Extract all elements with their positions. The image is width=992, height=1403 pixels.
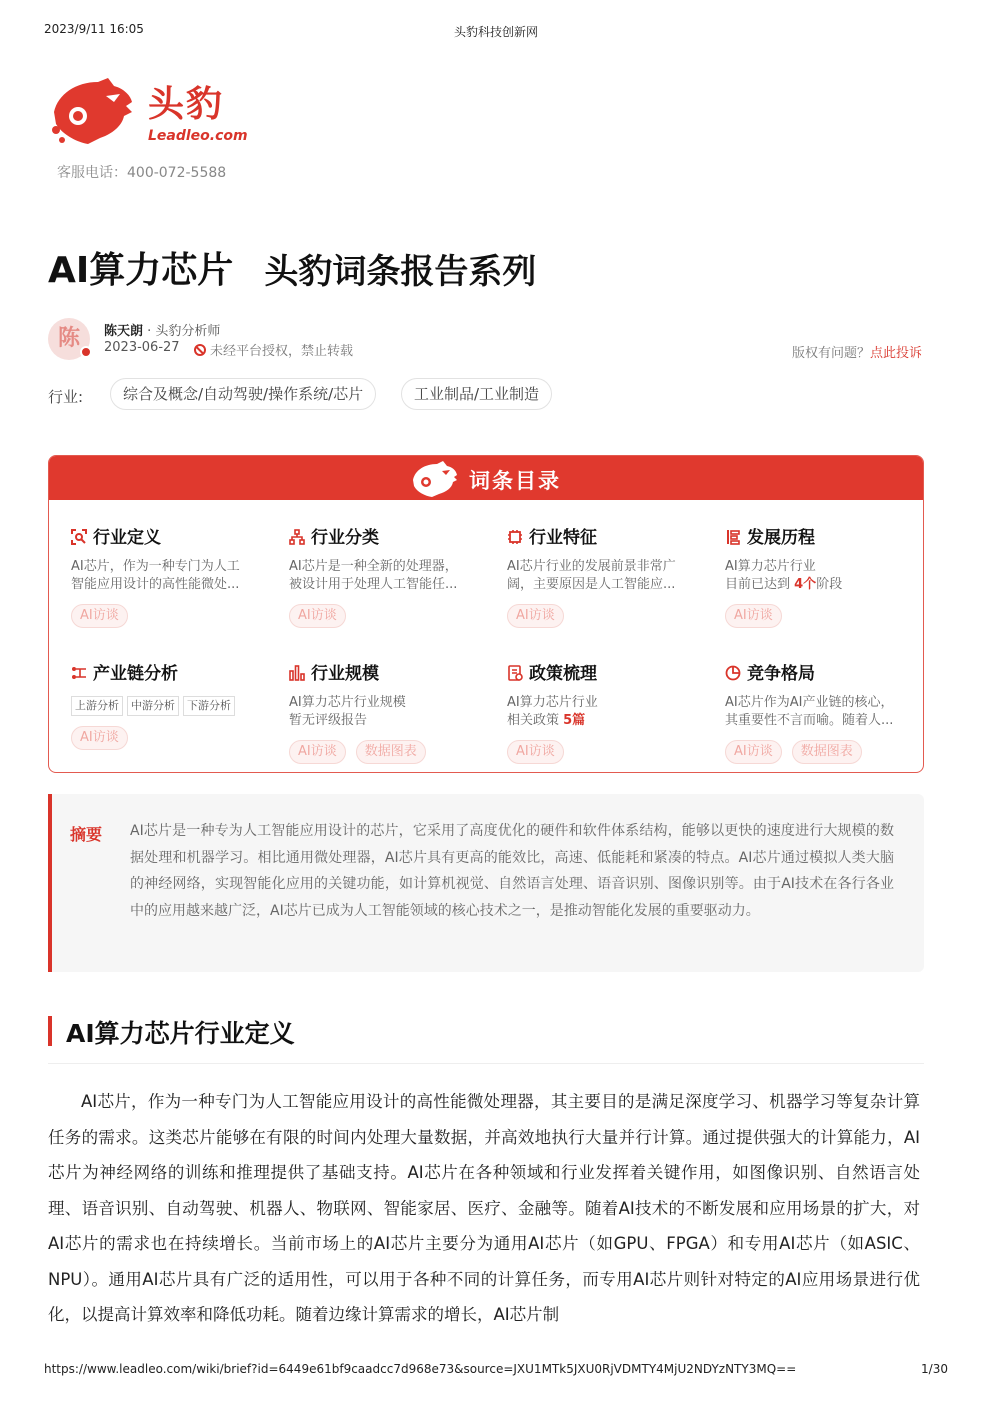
hierarchy-icon: [289, 529, 305, 545]
prohibited-icon: [194, 344, 206, 356]
brand-logo[interactable]: [48, 70, 268, 160]
policy-doc-icon: [507, 665, 523, 681]
summary-box: [48, 794, 924, 972]
industry-tag[interactable]: 综合及概念/自动驾驶/操作系统/芯片: [110, 378, 376, 410]
toc-header: [49, 456, 923, 500]
print-site-title: 头豹科技创新网: [453, 25, 538, 39]
search-doc-icon: [71, 529, 87, 545]
print-footer: [44, 1362, 948, 1382]
ai-interview-tag[interactable]: AI访谈: [507, 604, 564, 628]
industry-tag[interactable]: 工业制品/工业制造: [401, 378, 552, 410]
pie-chart-icon: [725, 665, 741, 681]
print-datetime: 2023/9/11 16:05: [44, 22, 144, 36]
midstream-tab[interactable]: 中游分析: [127, 696, 179, 716]
toc-item-features[interactable]: 行业特征 AI芯片行业的发展前景非常广 阔，主要原因是人工智能应... AI访谈: [507, 526, 703, 628]
ai-interview-tag[interactable]: AI访谈: [725, 740, 782, 764]
toc-item-history[interactable]: 发展历程 AI算力芯片行业 目前已达到 4个阶段 AI访谈: [725, 526, 921, 628]
section-heading: [48, 1012, 924, 1064]
summary-text: AI芯片是一种专为人工智能应用设计的芯片，它采用了高度优化的硬件和软件体系结构，能够以更快的速度进行大规模的数据处理和机器学习。相比通用微处理器，AI芯片具有更高的能效比，高速、低能耗和紧凑的特点。AI芯片通过模拟人类大脑的神经网络，实现智能化应用的关键功能，如计算机视觉、自然语言处理、语音识别、图像识别等。由于AI技术在各行各业中的应用越来越广泛，AI芯片已成为人工智能领域的核心技术之一，是推动智能化发展的重要驱动力。: [130, 823, 894, 919]
ai-interview-tag[interactable]: AI访谈: [289, 604, 346, 628]
page-url: https://www.leadleo.com/wiki/brief?id=6449e61bf9caadcc7d968e73&source=JXU1MTk5JXU0RjVDMTY4MjU2NDYzNTY3MQ==: [44, 1362, 797, 1376]
page-number: 1/30: [921, 1362, 948, 1376]
toc-item-definition[interactable]: 行业定义 AI芯片，作为一种专门为人工 智能应用设计的高性能微处... AI访谈: [71, 526, 267, 628]
data-chart-tag[interactable]: 数据图表: [356, 740, 426, 764]
service-hotline: 客服电话：400-072-5588: [57, 165, 227, 181]
publish-date: 2023-06-27: [104, 340, 180, 355]
section-body: AI芯片，作为一种专门为人工智能应用设计的高性能微处理器，其主要目的是满足深度学习、机器学习等复杂计算任务的需求。这类芯片能够在有限的时间内处理大量数据，并高效地执行大量并行计算。通过提供强大的计算能力，AI芯片为神经网络的训练和推理提供了基础支持。AI芯片在各种领域和行业发挥着关键作用，如图像识别、自然语言处理、语音识别、自动驾驶、机器人、物联网、智能家居、医疗、金融等。随着AI技术的不断发展和应用场景的扩大，对AI芯片的需求也在持续增长。当前市场上的AI芯片主要分为通用AI芯片（如GPU、FPGA）和专用AI芯片（如ASIC、NPU）。通用AI芯片具有广泛的适用性，可以用于各种不同的计算任务，而专用AI芯片则针对特定的AI应用场景进行优化，以提高计算效率和降低功耗。随着边缘计算需求的增长，AI芯片制: [48, 1092, 920, 1324]
ai-interview-tag[interactable]: AI访谈: [289, 740, 346, 764]
toc-item-market-size[interactable]: 行业规模 AI算力芯片行业规模 暂无评级报告 AI访谈 数据图表: [289, 662, 485, 764]
toc-item-classification[interactable]: 行业分类 AI芯片是一种全新的处理器， 被设计用于处理人工智能任... AI访谈: [289, 526, 485, 628]
chip-icon: [507, 529, 523, 545]
brand-name: 头豹: [148, 84, 225, 125]
author-info: [48, 318, 922, 364]
leopard-logo-icon: [48, 72, 138, 148]
report-title: [48, 242, 944, 292]
toc-item-policy[interactable]: 政策梳理 AI算力芯片行业 相关政策 5篇 AI访谈: [507, 662, 703, 764]
ai-interview-tag[interactable]: AI访谈: [71, 726, 128, 750]
section-title: AI算力芯片行业定义: [66, 1019, 295, 1048]
chain-tabs: [71, 694, 267, 716]
toc-item-industry-chain[interactable]: 产业链分析 上游分析 中游分析 下游分析 AI访谈: [71, 662, 267, 750]
data-chart-tag[interactable]: 数据图表: [792, 740, 862, 764]
report-series-title: 头豹词条报告系列: [264, 252, 537, 292]
report-main-title: AI算力芯片: [48, 250, 234, 291]
ai-interview-tag[interactable]: AI访谈: [507, 740, 564, 764]
summary-label: 摘要: [70, 825, 103, 844]
bar-chart-icon: [289, 665, 305, 681]
timeline-icon: [725, 529, 741, 545]
verified-badge-icon: [80, 346, 92, 358]
leopard-logo-icon: [409, 458, 461, 500]
brand-domain: Leadleo.com: [148, 128, 248, 144]
ai-interview-tag[interactable]: AI访谈: [71, 604, 128, 628]
print-header: [44, 22, 948, 42]
complaint-link[interactable]: 点此投诉: [869, 346, 922, 361]
chain-icon: [71, 665, 87, 681]
upstream-tab[interactable]: 上游分析: [71, 696, 123, 716]
repost-notice: 未经平台授权，禁止转载: [194, 340, 353, 359]
toc-title: 词条目录: [469, 469, 561, 493]
copyright-notice: 版权有问题？点此投诉: [791, 346, 922, 361]
toc-item-competition[interactable]: 竞争格局 AI芯片作为AI产业链的核心， 其重要性不言而喻。随着人... AI访谈 数据图表: [725, 662, 921, 764]
ai-interview-tag[interactable]: AI访谈: [725, 604, 782, 628]
author-name[interactable]: 陈天朗 · 头豹分析师: [104, 324, 221, 339]
section-accent-bar: [48, 1016, 52, 1046]
table-of-contents: [48, 455, 924, 773]
industry-label: 行业:: [48, 388, 84, 406]
downstream-tab[interactable]: 下游分析: [183, 696, 235, 716]
avatar[interactable]: 陈: [48, 318, 90, 360]
industry-tags: [48, 378, 944, 412]
